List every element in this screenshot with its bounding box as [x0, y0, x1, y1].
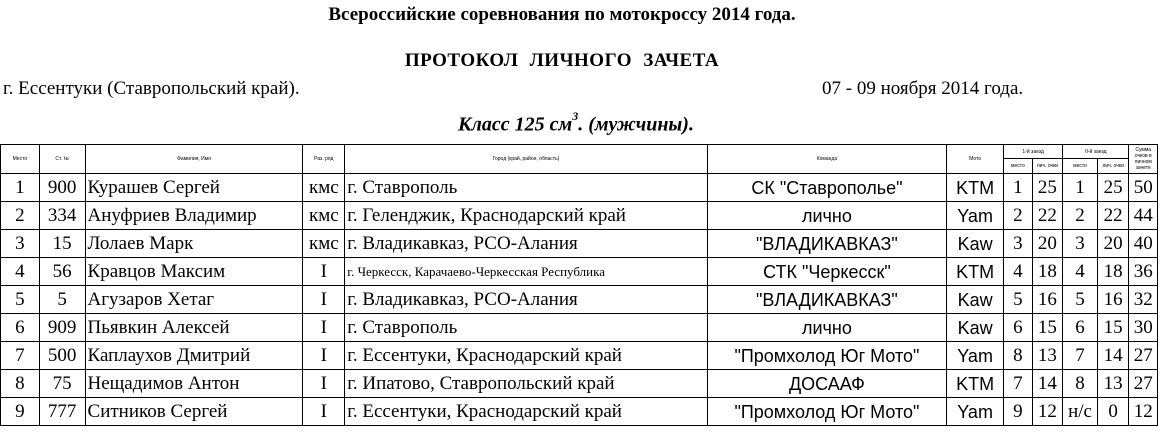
col-header-race1: 1-й заезд — [1004, 145, 1063, 159]
cell-city: г. Владикавказ, РСО-Алания — [345, 286, 708, 314]
cell-place: 7 — [1, 342, 40, 370]
class-suffix: . (мужчины). — [578, 113, 694, 136]
cell-race1-place: 5 — [1004, 286, 1033, 314]
col-header-place: Место — [1, 145, 40, 174]
cell-start-no: 15 — [39, 230, 85, 258]
cell-team: СТК "Черкесск" — [707, 258, 946, 286]
cell-total: 30 — [1129, 314, 1158, 342]
cell-total: 40 — [1129, 230, 1158, 258]
cell-moto: KTM — [947, 174, 1004, 202]
cell-total: 36 — [1129, 258, 1158, 286]
cell-total: 12 — [1129, 398, 1158, 426]
cell-moto: Yam — [947, 398, 1004, 426]
cell-team: ДОСААФ — [707, 370, 946, 398]
cell-rank: I — [303, 398, 345, 426]
cell-start-no: 334 — [39, 202, 85, 230]
cell-race1-points: 25 — [1032, 174, 1063, 202]
table-header — [1, 145, 1158, 174]
table-row — [1, 370, 1158, 398]
cell-team: "Промхолод Юг Мото" — [707, 398, 946, 426]
cell-start-no: 5 — [39, 286, 85, 314]
cell-race1-points: 13 — [1032, 342, 1063, 370]
col-header-rank: Раз. ряд — [303, 145, 345, 174]
cell-team: "ВЛАДИКАВКАЗ" — [707, 286, 946, 314]
cell-team: "ВЛАДИКАВКАЗ" — [707, 230, 946, 258]
cell-city: г. Ессентуки, Краснодарский край — [345, 398, 708, 426]
table-row — [1, 258, 1158, 286]
col-header-start-no: Ст. № — [39, 145, 85, 174]
cell-race1-place: 9 — [1004, 398, 1033, 426]
cell-name: Кравцов Максим — [85, 258, 303, 286]
cell-name: Ситников Сергей — [85, 398, 303, 426]
cell-rank: I — [303, 342, 345, 370]
col-header-race1-place: место — [1004, 159, 1033, 174]
class-superscript: 3 — [572, 109, 579, 123]
event-dates: 07 - 09 ноября 2014 года. — [822, 78, 1024, 99]
cell-race2-place: 5 — [1063, 286, 1098, 314]
cell-start-no: 900 — [39, 174, 85, 202]
cell-race2-place: 6 — [1063, 314, 1098, 342]
cell-total: 27 — [1129, 370, 1158, 398]
cell-race2-place: н/с — [1063, 398, 1098, 426]
cell-race1-points: 14 — [1032, 370, 1063, 398]
cell-total: 32 — [1129, 286, 1158, 314]
cell-place: 5 — [1, 286, 40, 314]
cell-moto: Kaw — [947, 314, 1004, 342]
cell-race2-place: 2 — [1063, 202, 1098, 230]
col-header-race2-place: место — [1063, 159, 1098, 174]
table-body — [1, 174, 1158, 426]
cell-race1-place: 3 — [1004, 230, 1033, 258]
cell-moto: KTM — [947, 370, 1004, 398]
col-header-race2: II-й заезд — [1063, 145, 1129, 159]
cell-team: СК "Ставрополье" — [707, 174, 946, 202]
cell-moto: Kaw — [947, 230, 1004, 258]
cell-place: 6 — [1, 314, 40, 342]
table-row — [1, 314, 1158, 342]
cell-team: лично — [707, 202, 946, 230]
cell-total: 27 — [1129, 342, 1158, 370]
cell-rank: I — [303, 286, 345, 314]
cell-start-no: 777 — [39, 398, 85, 426]
col-header-team: Команда — [707, 145, 946, 174]
cell-race1-points: 16 — [1032, 286, 1063, 314]
cell-race2-place: 4 — [1063, 258, 1098, 286]
cell-race2-points: 16 — [1097, 286, 1129, 314]
cell-race1-points: 12 — [1032, 398, 1063, 426]
cell-city: г. Владикавказ, РСО-Алания — [345, 230, 708, 258]
cell-race2-points: 0 — [1097, 398, 1129, 426]
cell-name: Курашев Сергей — [85, 174, 303, 202]
document-title: Всероссийские соревнования по мотокроссу 2014 года. — [328, 4, 796, 25]
cell-rank: кмс — [303, 202, 345, 230]
cell-moto: KTM — [947, 258, 1004, 286]
cell-place: 1 — [1, 174, 40, 202]
cell-race2-points: 13 — [1097, 370, 1129, 398]
cell-race2-points: 20 — [1097, 230, 1129, 258]
cell-start-no: 500 — [39, 342, 85, 370]
col-header-name: Фамилия, Имя — [85, 145, 303, 174]
cell-start-no: 909 — [39, 314, 85, 342]
results-table — [0, 144, 1158, 426]
cell-rank: I — [303, 314, 345, 342]
cell-race2-place: 1 — [1063, 174, 1098, 202]
cell-name: Каплаухов Дмитрий — [85, 342, 303, 370]
cell-race1-place: 2 — [1004, 202, 1033, 230]
cell-total: 50 — [1129, 174, 1158, 202]
cell-rank: I — [303, 258, 345, 286]
cell-race1-place: 4 — [1004, 258, 1033, 286]
table-row — [1, 174, 1158, 202]
cell-city: г. Геленджик, Краснодарский край — [345, 202, 708, 230]
cell-city: г. Черкесск, Карачаево-Черкесская Республика — [345, 258, 708, 286]
cell-name: Ануфриев Владимир — [85, 202, 303, 230]
event-location: г. Ессентуки (Ставропольский край). — [3, 78, 300, 99]
cell-race1-place: 1 — [1004, 174, 1033, 202]
cell-city: г. Ставрополь — [345, 314, 708, 342]
cell-place: 2 — [1, 202, 40, 230]
cell-place: 9 — [1, 398, 40, 426]
table-row — [1, 230, 1158, 258]
table-row — [1, 342, 1158, 370]
cell-race2-place: 3 — [1063, 230, 1098, 258]
cell-race2-points: 25 — [1097, 174, 1129, 202]
cell-name: Нещадимов Антон — [85, 370, 303, 398]
col-header-moto: Мото — [947, 145, 1004, 174]
cell-race2-place: 7 — [1063, 342, 1098, 370]
cell-city: г. Ессентуки, Краснодарский край — [345, 342, 708, 370]
cell-total: 44 — [1129, 202, 1158, 230]
cell-place: 8 — [1, 370, 40, 398]
table-row — [1, 286, 1158, 314]
cell-team: "Промхолод Юг Мото" — [707, 342, 946, 370]
table-row — [1, 398, 1158, 426]
cell-city: г. Ипатово, Ставропольский край — [345, 370, 708, 398]
cell-start-no: 75 — [39, 370, 85, 398]
cell-rank: I — [303, 370, 345, 398]
table-row — [1, 202, 1158, 230]
cell-race2-points: 18 — [1097, 258, 1129, 286]
class-prefix: Класс 125 см — [458, 113, 573, 136]
protocol-title: ПРОТОКОЛ ЛИЧНОГО ЗАЧЕТА — [404, 50, 720, 71]
cell-start-no: 56 — [39, 258, 85, 286]
col-header-total: Сумма очков в личном зачете — [1129, 145, 1158, 174]
cell-race2-points: 15 — [1097, 314, 1129, 342]
cell-race1-place: 6 — [1004, 314, 1033, 342]
col-header-race2-points: лич. очки — [1097, 159, 1129, 174]
cell-name: Агузаров Хетаг — [85, 286, 303, 314]
cell-race1-points: 20 — [1032, 230, 1063, 258]
cell-team: лично — [707, 314, 946, 342]
cell-race2-place: 8 — [1063, 370, 1098, 398]
cell-rank: кмс — [303, 230, 345, 258]
cell-place: 3 — [1, 230, 40, 258]
class-heading — [0, 109, 1152, 137]
cell-moto: Yam — [947, 202, 1004, 230]
cell-race1-place: 7 — [1004, 370, 1033, 398]
cell-city: г. Ставрополь — [345, 174, 708, 202]
cell-race2-points: 14 — [1097, 342, 1129, 370]
cell-race1-points: 18 — [1032, 258, 1063, 286]
cell-race1-points: 22 — [1032, 202, 1063, 230]
cell-name: Пьявкин Алексей — [85, 314, 303, 342]
col-header-race1-points: лич. очки — [1032, 159, 1063, 174]
cell-name: Лолаев Марк — [85, 230, 303, 258]
cell-rank: кмс — [303, 174, 345, 202]
cell-race2-points: 22 — [1097, 202, 1129, 230]
cell-moto: Yam — [947, 342, 1004, 370]
cell-race1-points: 15 — [1032, 314, 1063, 342]
cell-moto: Kaw — [947, 286, 1004, 314]
col-header-city: Город (край, район, область) — [345, 145, 708, 174]
cell-place: 4 — [1, 258, 40, 286]
cell-race1-place: 8 — [1004, 342, 1033, 370]
